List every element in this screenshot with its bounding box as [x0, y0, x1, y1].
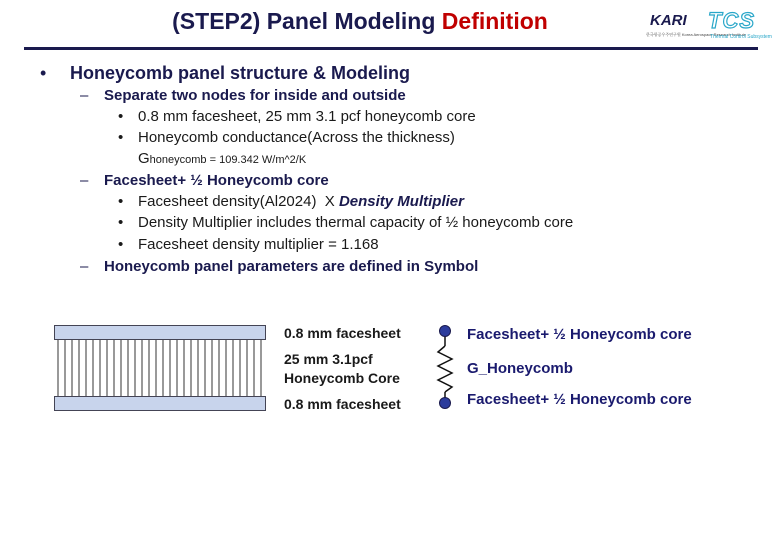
kari-logo-text: KARI	[650, 12, 687, 29]
tcs-logo-subtext: Thermal Control Subsystem	[710, 34, 772, 40]
top-facesheet-label: 0.8 mm facesheet	[284, 325, 401, 341]
g-value: = 109.342 W/m^2/K	[206, 154, 307, 166]
bottom-node	[439, 397, 451, 409]
g-subscript: honeycomb	[149, 154, 207, 166]
bottom-node-label: Facesheet+ ½ Honeycomb core	[467, 391, 692, 408]
kari-logo-subtext: 한국항공우주연구원 Korea Aerospace Research Institute	[646, 32, 746, 37]
bullet-icon: •	[118, 129, 124, 146]
dash-icon: –	[80, 172, 89, 189]
section-1-heading: Separate two nodes for inside and outside	[104, 87, 406, 104]
title-divider	[24, 47, 758, 50]
top-node	[439, 325, 451, 337]
bottom-facesheet	[54, 396, 266, 411]
bottom-facesheet-label: 0.8 mm facesheet	[284, 396, 401, 412]
conductor-label: G_Honeycomb	[467, 360, 573, 377]
bullet-icon: •	[118, 236, 124, 253]
title-main: (STEP2) Panel Modeling	[172, 8, 442, 34]
section-2-item-1-prefix: Facesheet density(Al2024) X	[138, 193, 339, 210]
honeycomb-core	[54, 340, 266, 396]
section-1-item-2: Honeycomb conductance(Across the thickness)	[138, 129, 455, 146]
g-symbol: G	[138, 150, 150, 167]
section-2-item-2: Density Multiplier includes thermal capacity of ½ honeycomb core	[138, 214, 574, 231]
title-accent: Definition	[441, 8, 548, 34]
top-facesheet	[54, 325, 266, 340]
bullet-l1-text: Honeycomb panel structure & Modeling	[70, 63, 411, 83]
honeycomb-panel-diagram	[54, 325, 266, 411]
section-1-item-1: 0.8 mm facesheet, 25 mm 3.1 pcf honeycomb core	[138, 108, 476, 125]
core-label-line-2: Honeycomb Core	[284, 370, 400, 386]
section-2-item-3: Facesheet density multiplier = 1.168	[138, 236, 379, 253]
bullet-icon: •	[40, 63, 47, 83]
core-label-line-1: 25 mm 3.1pcf	[284, 351, 373, 367]
top-node-label: Facesheet+ ½ Honeycomb core	[467, 326, 692, 343]
page-title	[0, 8, 720, 35]
bullet-icon: •	[118, 214, 124, 231]
dash-icon: –	[80, 87, 89, 104]
tcs-logo-text: TCS	[708, 8, 755, 33]
section-3-heading: Honeycomb panel parameters are defined in Symbol	[104, 258, 479, 275]
section-2-item-1	[138, 193, 464, 210]
section-2-heading: Facesheet+ ½ Honeycomb core	[104, 172, 329, 189]
g-honeycomb-value	[138, 150, 306, 167]
dash-icon: –	[80, 258, 89, 275]
logo-group	[646, 6, 772, 46]
section-2-item-1-emphasis: Density Multiplier	[338, 193, 464, 210]
bullet-icon: •	[118, 193, 124, 210]
bullet-icon: •	[118, 108, 124, 125]
